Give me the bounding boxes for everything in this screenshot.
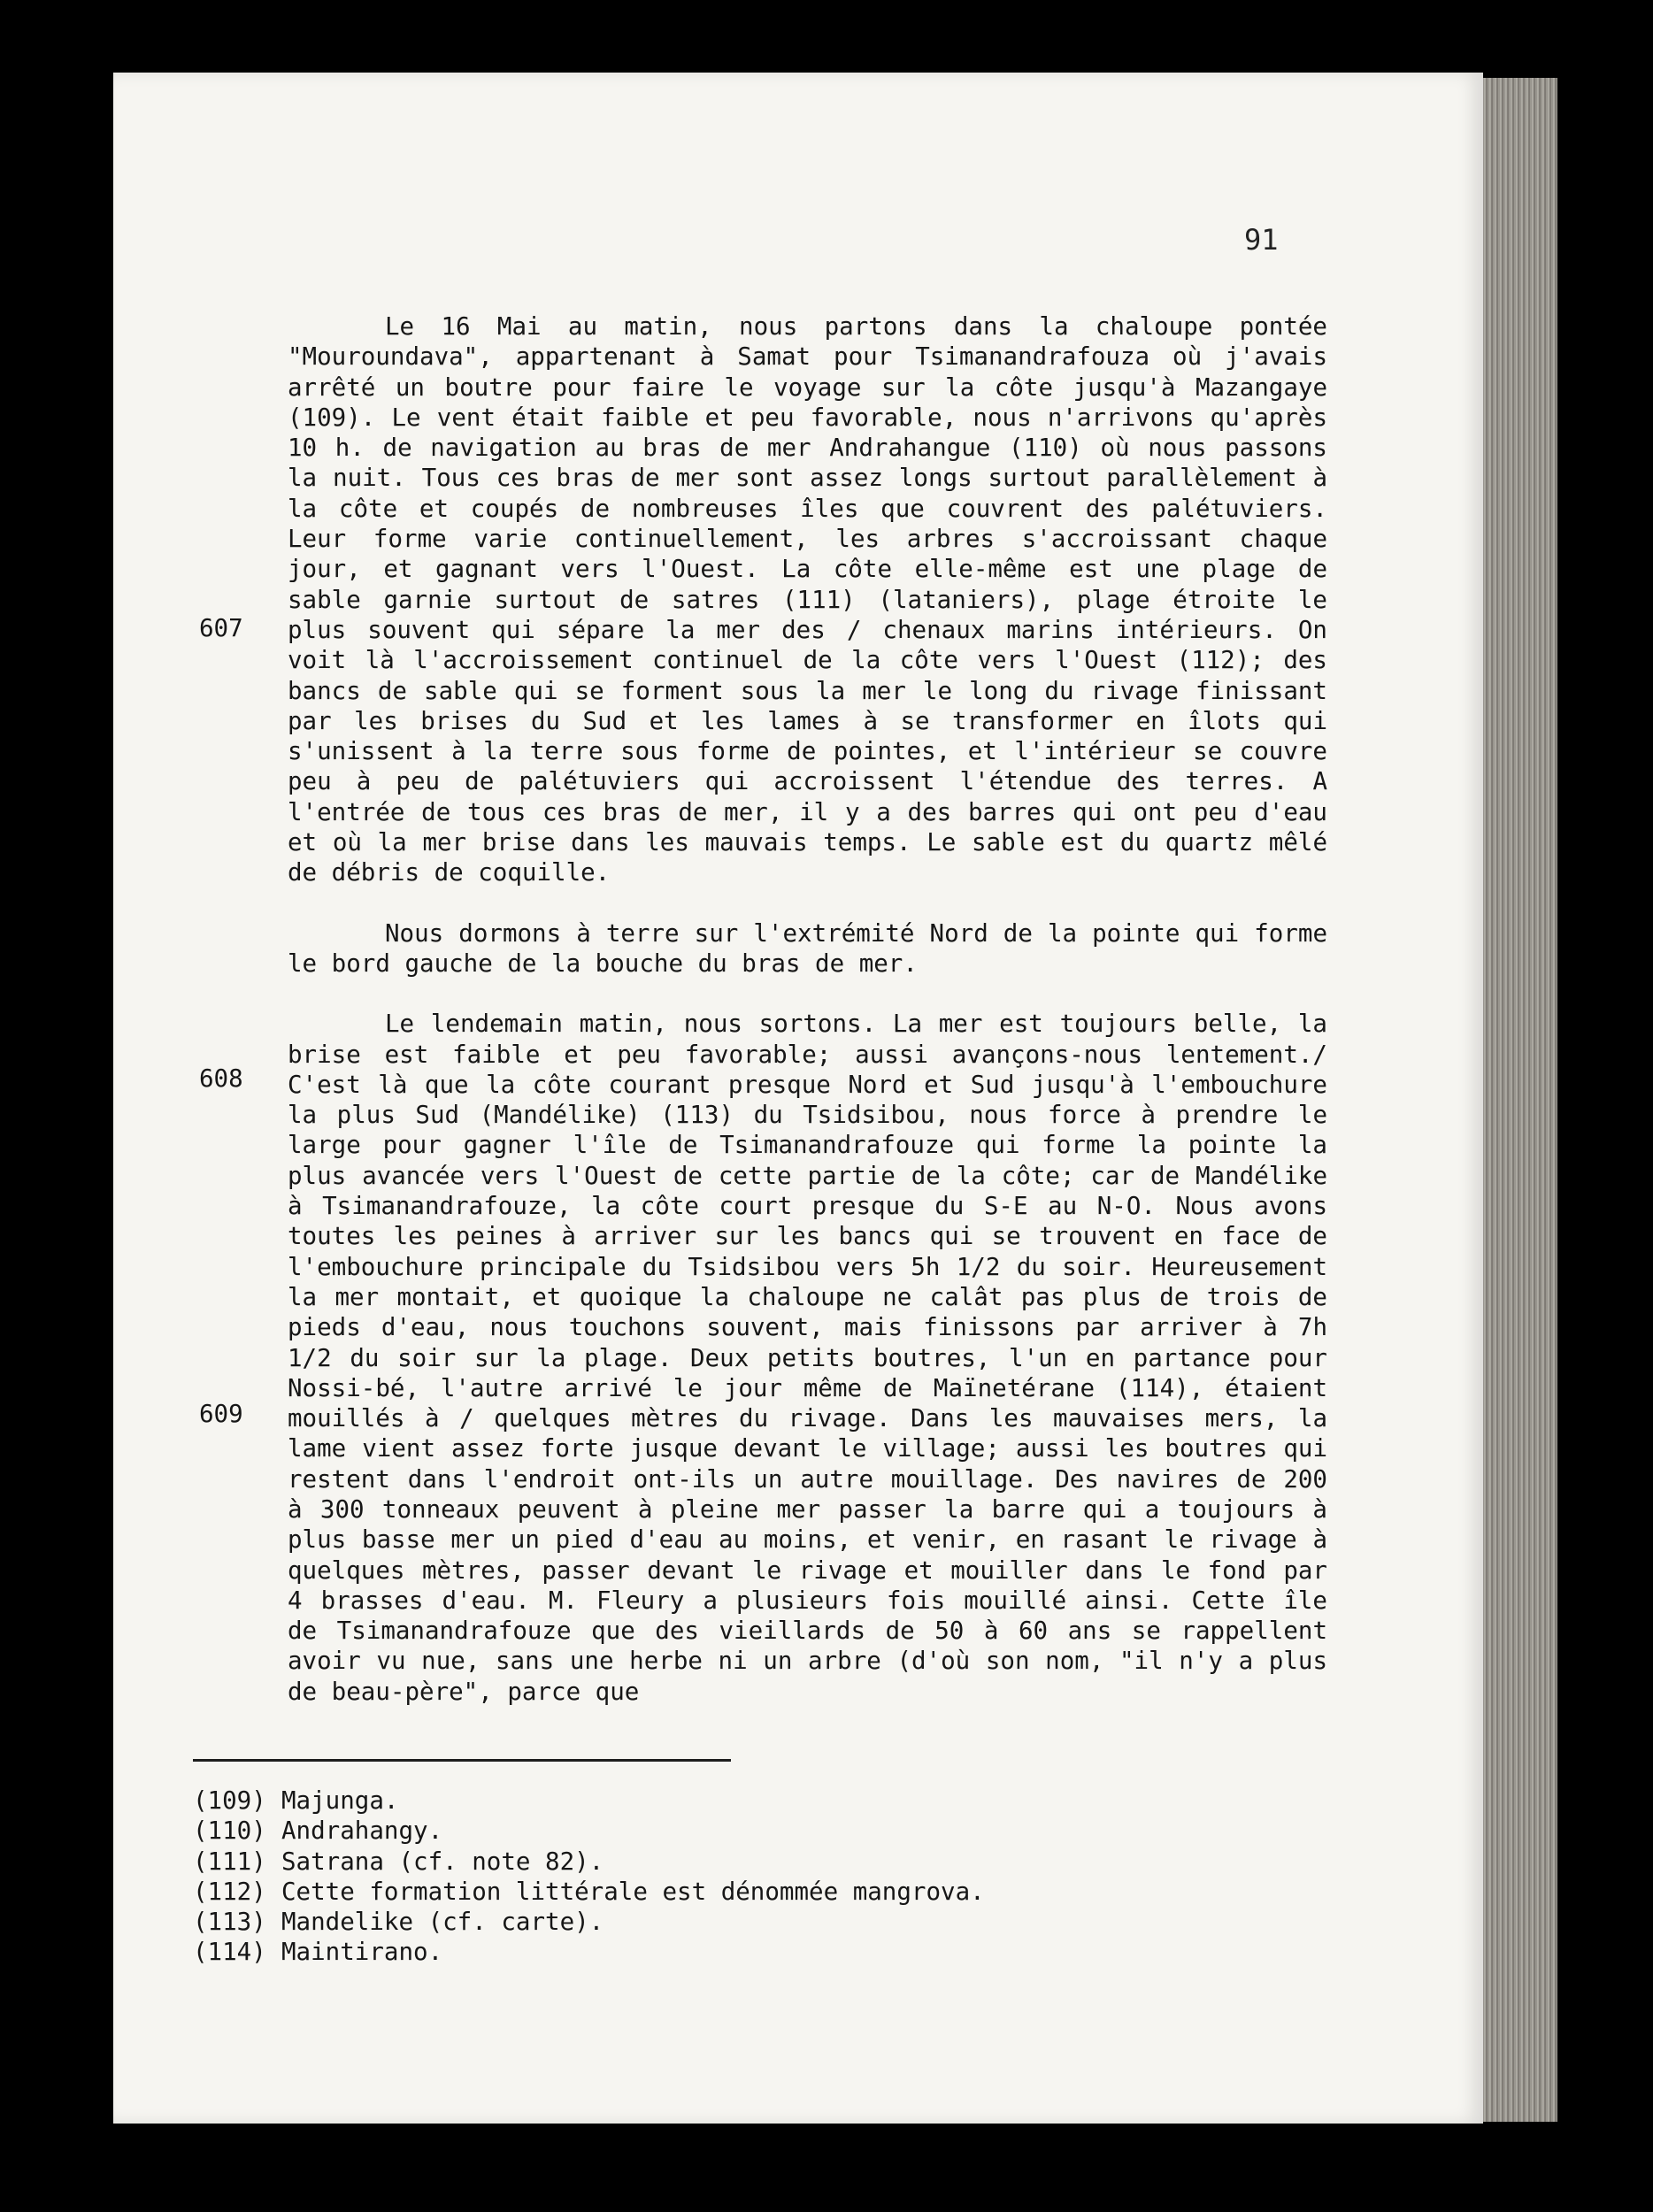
footnote-number: (111) bbox=[193, 1847, 266, 1876]
footnote bbox=[193, 1847, 1255, 1877]
margin-number-607: 607 bbox=[199, 614, 243, 642]
paragraph-3: Le lendemain matin, nous sortons. La mer est toujours belle, la brise est faible et peu favorable; aussi avançons-nous lentement./ C'est là que la côte courant presque Nord et Sud jusqu'à l'embouchure la plus Sud (Mandélike) (113) du Tsidsibou, nous force à prendre le large pour gagner l'île de Tsimanandrafouze qui forme la pointe la plus avancée vers l'Ouest de cette partie de la côte; car de Mandélike à Tsimanandrafouze, la côte court presque du S-E au N-O. Nous avons toutes les peines à arriver sur les bancs qui se trouvent en face de l'embouchure principale du Tsidsibou vers 5h 1/2 du soir. Heureusement la mer montait, et quoique la chaloupe ne calât pas plus de trois de pieds d'eau, nous touchons souvent, mais finissons par arriver à 7h 1/2 du soir sur la plage. Deux petits boutres, l'un en partance pour Nossi-bé, l'autre arrivé le jour même de Maïnetérane (114), étaient mouillés à / quelques mètres du rivage. Dans les mauvaises mers, la lame vient assez forte jusque devant le village; aussi les boutres qui restent dans l'endroit ont-ils un autre mouillage. Des navires de 200 à 300 tonneaux peuvent à pleine mer passer la barre qui a toujours à plus basse mer un pied d'eau au moins, et venir, en rasant le rivage à quelques mètres, passer devant le rivage et mouiller dans le fond par 4 brasses d'eau. M. Fleury a plusieurs fois mouillé ainsi. Cette île de Tsimanandrafouze que des vieillards de 50 à 60 ans se rappellent avoir vu nue, sans une herbe ni un arbre (d'où son nom, "il n'y a plus de beau-père", parce que bbox=[288, 1010, 1327, 1706]
margin-number-609: 609 bbox=[199, 1400, 243, 1428]
margin-number-608: 608 bbox=[199, 1064, 243, 1093]
footnote-number: (114) bbox=[193, 1938, 266, 1967]
footnote-text: Majunga. bbox=[281, 1786, 399, 1815]
footnote-number: (113) bbox=[193, 1908, 266, 1937]
footnote-number: (109) bbox=[193, 1786, 266, 1815]
footnote bbox=[193, 1816, 1255, 1846]
footnote bbox=[193, 1907, 1255, 1937]
footnote-text: Satrana (cf. note 82). bbox=[281, 1847, 604, 1876]
footnote bbox=[193, 1786, 1255, 1816]
body-text bbox=[288, 311, 1327, 1707]
paragraph-2: Nous dormons à terre sur l'extrémité Nord de la pointe qui forme le bord gauche de la bouche du bras de mer. bbox=[288, 918, 1327, 978]
footnote-text: Maintirano. bbox=[281, 1938, 443, 1967]
paragraph-1: Le 16 Mai au matin, nous partons dans la chaloupe pontée "Mouroundava", appartenant à Samat pour Tsimanandrafouza où j'avais arrêté un boutre pour faire le voyage sur la côte jusqu'à Mazangaye (109). Le vent était faible et peu favorable, nous n'arrivons qu'après 10 h. de navigation au bras de mer Andrahangue (110) où nous passons la nuit. Tous ces bras de mer sont assez longs surtout parallèlement à la côte et coupés de nombreuses îles que couvrent des palétuviers. Leur forme varie continuellement, les arbres s'accroissant chaque jour, et gagnant vers l'Ouest. La côte elle-même est une plage de sable garnie surtout de satres (111) (lataniers), plage étroite le plus souvent qui sépare la mer des / chenaux marins intérieurs. On voit là l'accroissement continuel de la côte vers l'Ouest (112); des bancs de sable qui se forment sous la mer le long du rivage finissant par les brises du Sud et les lames à se transformer en îlots qui s'unissent à la terre sous forme de pointes, et l'intérieur se couvre peu à peu de palétuviers qui accroissent l'étendue des terres. A l'entrée de tous ces bras de mer, il y a des barres qui ont peu d'eau et où la mer brise dans les mauvais temps. Le sable est du quartz mêlé de débris de coquille. bbox=[288, 312, 1327, 887]
footnote-number: (110) bbox=[193, 1816, 266, 1846]
footnotes bbox=[193, 1786, 1255, 1968]
footnote bbox=[193, 1937, 1255, 1967]
footnote-number: (112) bbox=[193, 1877, 266, 1906]
footnote-text: Cette formation littérale est dénommée mangrova. bbox=[281, 1877, 985, 1906]
page-number: 91 bbox=[1244, 223, 1279, 257]
footnote-text: Andrahangy. bbox=[281, 1816, 443, 1846]
footnote-separator bbox=[193, 1759, 731, 1762]
footnote-text: Mandelike (cf. carte). bbox=[281, 1908, 604, 1937]
footnote bbox=[193, 1877, 1255, 1907]
